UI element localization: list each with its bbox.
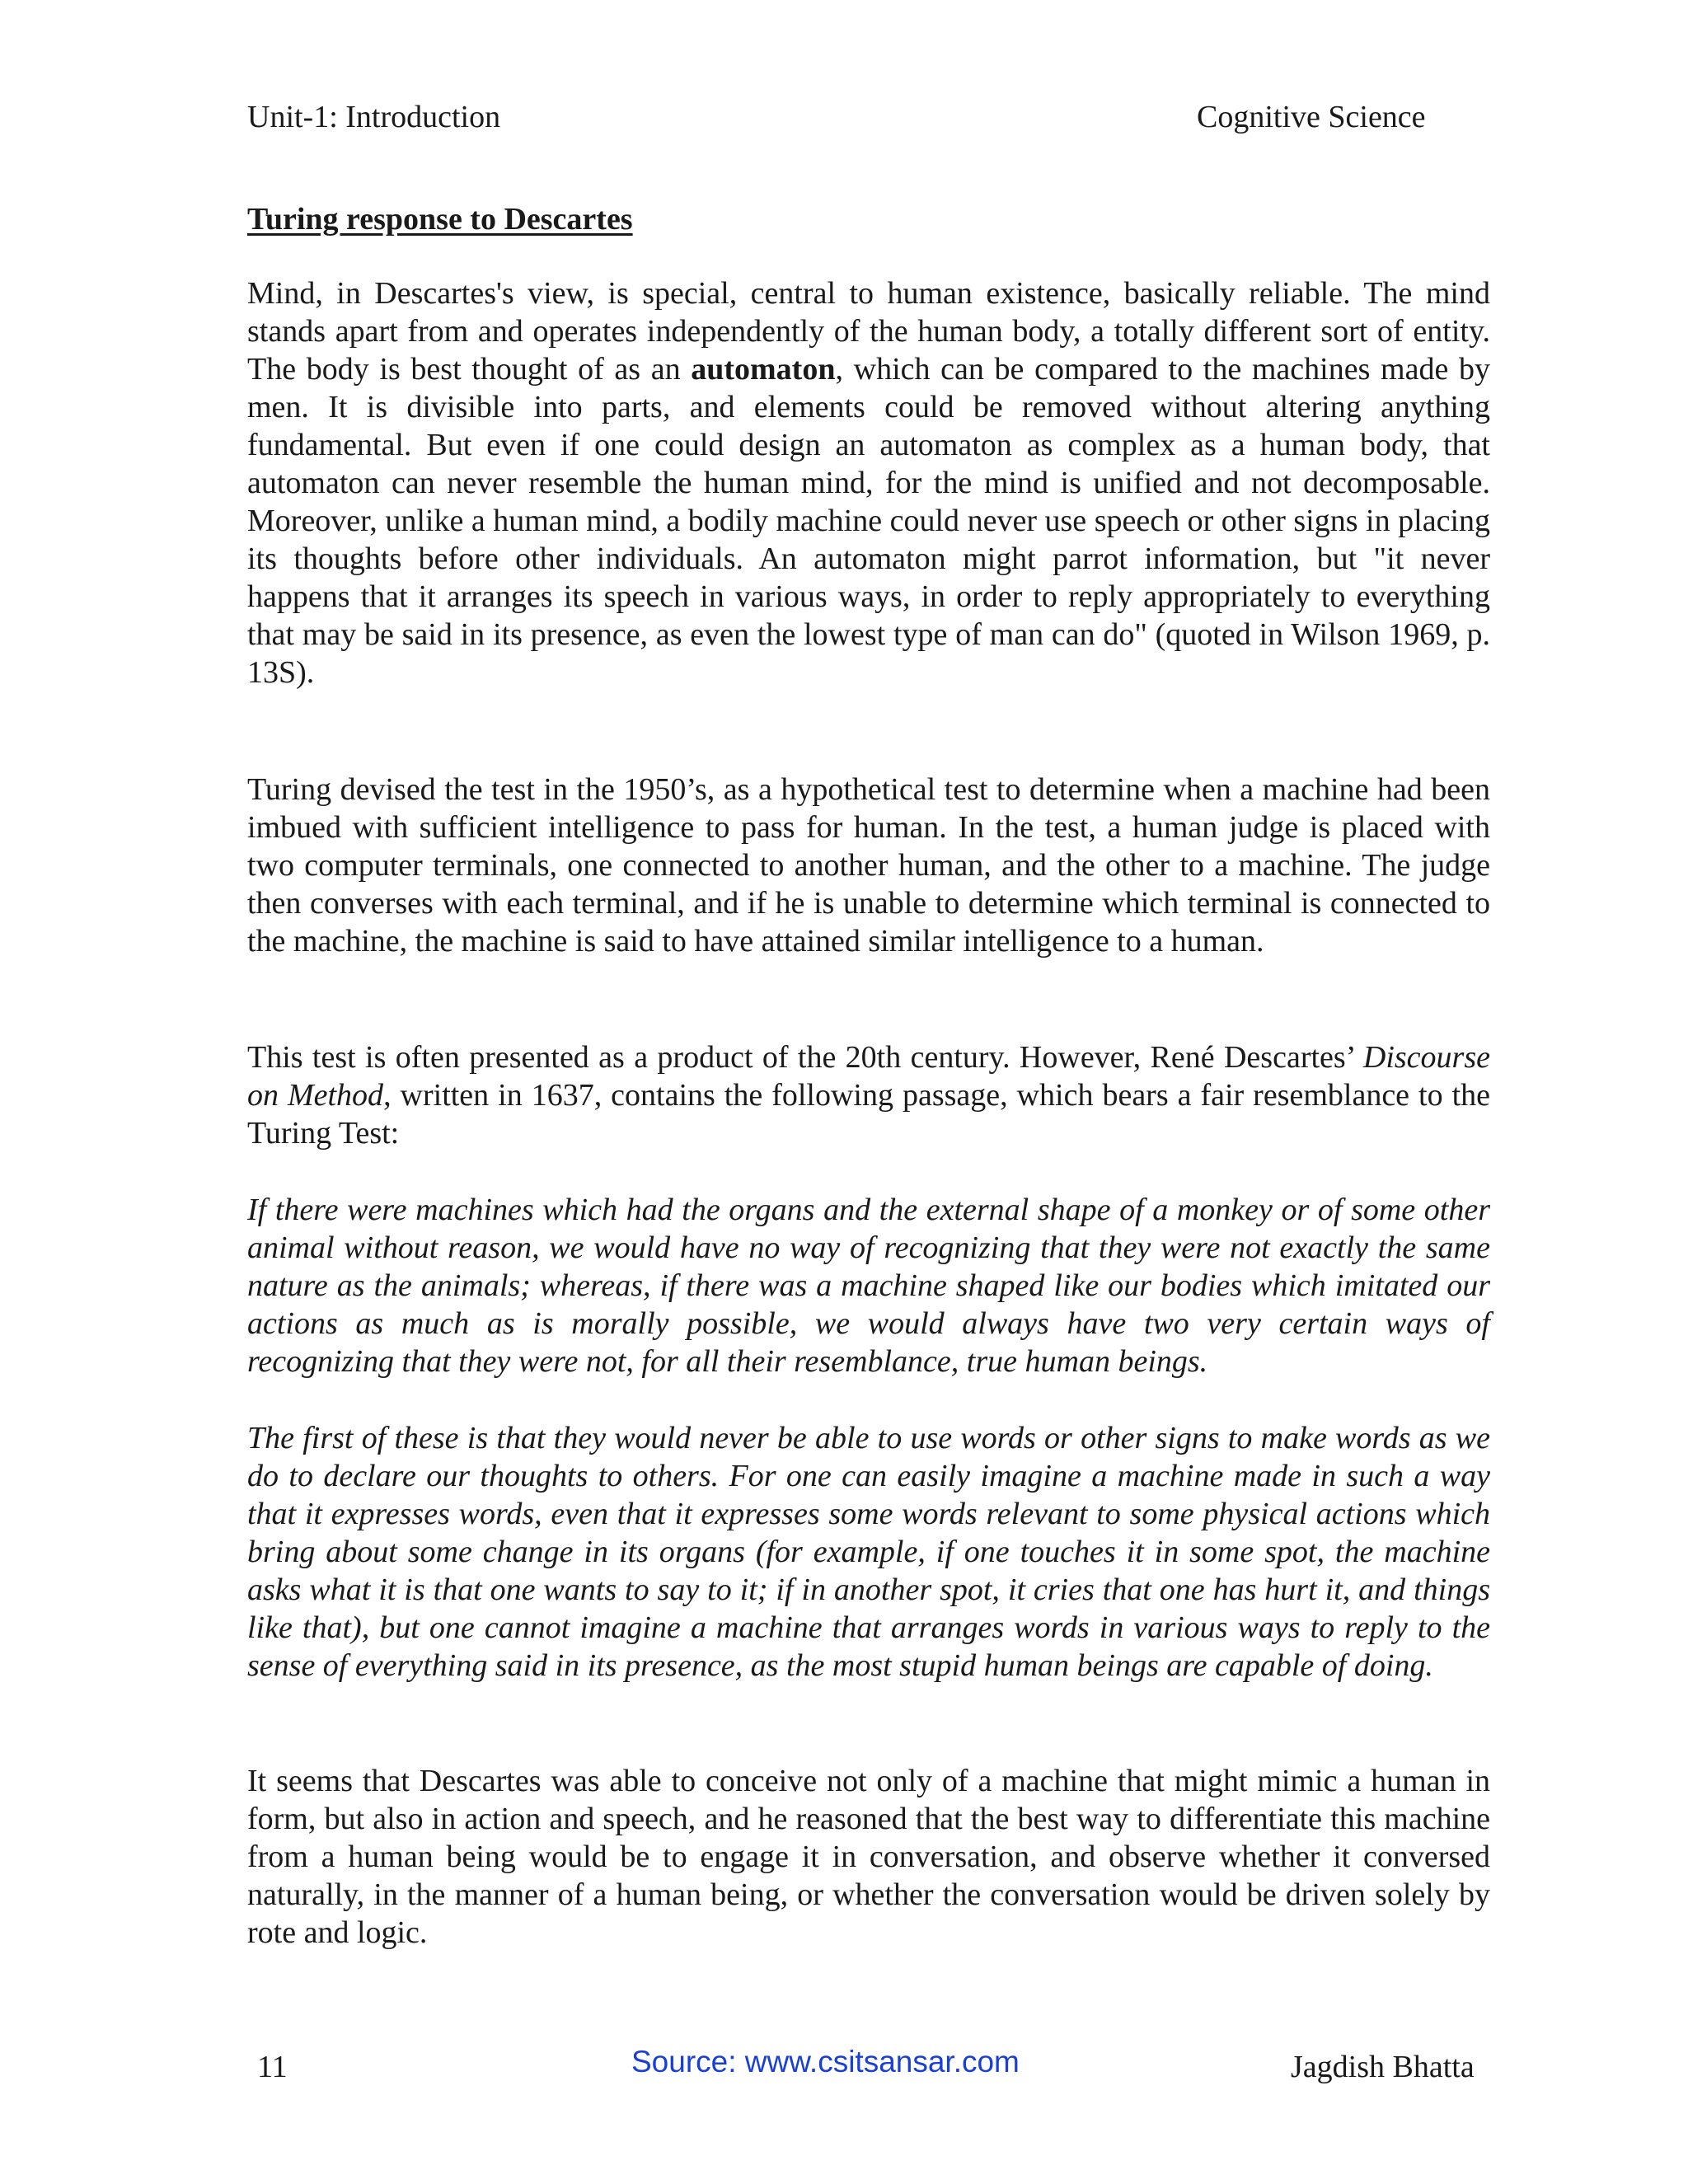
paragraph-text: Mind, in Descartes's view, is special, central to human existence, basically reliable. The mind stands apart from and operates independently of the human body, a totally different sort of entity. The body is best thought of as an <box>247 276 1490 387</box>
header-unit-title: Unit-1: Introduction <box>247 100 501 134</box>
section-heading: Turing response to Descartes <box>247 202 633 237</box>
quote-paragraph-machines: If there were machines which had the organs and the external shape of a monkey or of some other animal without reason, we would have no way of recognizing that they were not exactly the same nature as the animals; whereas, if there was a machine shaped like our bodies which imitated our actions as much as is morally possible, we would always have two very certain ways of recognizing that they were not, for all their resemblance, true human beings. <box>247 1193 1490 1379</box>
footer-source-link[interactable]: Source: www.csitsansar.com <box>631 2045 1020 2079</box>
book-title-discourse-on-method: Discourse on Method <box>247 1040 1490 1113</box>
paragraph-discourse-intro <box>247 1038 1490 1152</box>
footer-page-number: 11 <box>257 2050 288 2084</box>
header-course-title: Cognitive Science <box>1197 100 1426 134</box>
quote-paragraph-first-way: The first of these is that they would never be able to use words or other signs to make words as we do to declare our thoughts to others. For one can easily imagine a machine made in such a way that it expresses words, even that it expresses some words relevant to some physical actions which bring about some change in its organs (for example, if one touches it in some spot, the machine asks what it is that one wants to say to it; if in another spot, it cries that one has hurt it, and things like that), but one cannot imagine a machine that arranges words in various ways to reply to the sense of everything said in its presence, as the most stupid human beings are capable of doing. <box>247 1421 1490 1683</box>
paragraph-text: , written in 1637, contains the following passage, which bears a fair resemblance to the Turing Test: <box>247 1078 1490 1151</box>
paragraph-turing-test: Turing devised the test in the 1950’s, as a hypothetical test to determine when a machine had been imbued with sufficient intelligence to pass for human. In the test, a human judge is placed with two computer terminals, one connected to another human, and the other to a machine. The judge then converses with each terminal, and if he is unable to determine which terminal is connected to the machine, the machine is said to have attained similar intelligence to a human. <box>247 772 1490 958</box>
paragraph-text: This test is often presented as a product of the 20th century. However, René Descartes’ <box>247 1040 1363 1075</box>
footer-author: Jagdish Bhatta <box>1291 2050 1475 2084</box>
bold-term-automaton: automaton <box>691 352 836 387</box>
paragraph-text: , which can be compared to the machines made by men. It is divisible into parts, and elements could be removed without altering anything fundamental. But even if one could design an automaton as complex as a human body, that automaton can never resemble the human mind, for the mind is unified and not decomposable. Moreover, unlike a human mind, a bodily machine could never use speech or other signs in placing its thoughts before other individuals. An automaton might parrot information, but "it never happens that it arranges its speech in various ways, in order to reply appropriately to everything that may be said in its presence, as even the lowest type of man can do" (quoted in Wilson 1969, p. 13S). <box>247 352 1490 690</box>
paragraph-descartes-mind <box>247 274 1490 691</box>
paragraph-conclusion: It seems that Descartes was able to conceive not only of a machine that might mimic a human in form, but also in action and speech, and he reasoned that the best way to differentiate this machine from a human being would be to engage it in conversation, and observe whether it conversed naturally, in the manner of a human being, or whether the conversation would be driven solely by rote and logic. <box>247 1764 1490 1950</box>
